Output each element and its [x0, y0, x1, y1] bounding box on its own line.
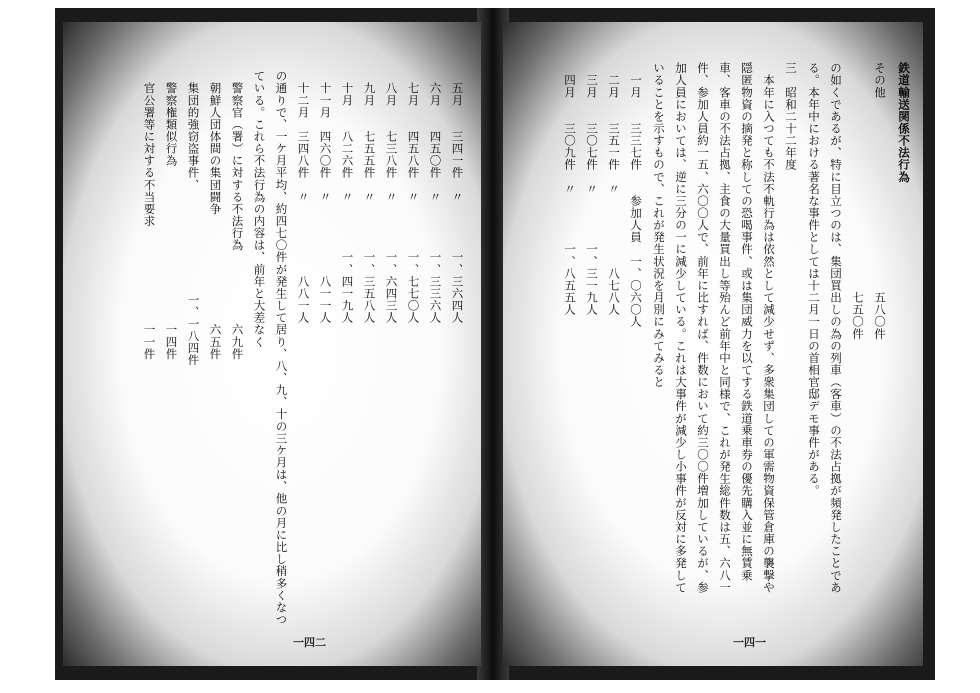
right-line-3: 七五〇件 [851, 62, 865, 340]
right-line-7: 本年に入つても不法不軌行為は依然として減少せず、多衆集団しての軍需物資保管倉庫の襲撃や [762, 62, 776, 594]
book-scan [55, 8, 935, 680]
left-line-14: 警察権類似行為 一四件 [164, 70, 179, 360]
left-page [63, 22, 481, 666]
left-line-6: 十月 八二六件 〃 一、四一九人 [340, 70, 355, 324]
left-line-5: 九月 七五五件 〃 一、三五八人 [362, 70, 377, 324]
left-line-3: 七月 四五八件 〃 一、七七〇人 [406, 70, 421, 324]
left-line-2: 六月 四五〇件 〃 一、三三六人 [428, 70, 443, 324]
left-line-7: 十一月 四六〇件 〃 八一一人 [318, 70, 333, 324]
left-line-1: 五月 三四一件 〃 一、三六四人 [450, 70, 465, 324]
left-line-15: 官公署等に対する不当要求 一一件 [142, 70, 157, 360]
right-page [503, 22, 923, 666]
left-line-11: 警察官（署）に対する不法行為 六九件 [230, 70, 245, 360]
right-line-11: 加人員においては、逆に三分の一に減少している。これは大事件が減少し小事件が反対に多発して [674, 62, 688, 594]
right-line-5: る。本年中における著名な事件としては十二月一日の首相官邸デモ事件がある。 [807, 62, 821, 497]
right-line-2: その他 五八〇件 [873, 62, 887, 340]
right-line-16: 四月 三〇九件 〃 一、八五五人 [563, 62, 577, 316]
right-line-8: 隠匿物資の摘発と称しての恐喝事件、或は集団威力を以てする鉄道乗車券の優先購入並に無賃乗 [740, 62, 754, 582]
right-line-4: の如くであるが、特に目立つのは、集団買出しの為の列車（客車）の不法占拠が頻発したことであ [829, 62, 843, 594]
left-line-8: 十二月 三四八件 〃 八八一人 [296, 70, 311, 324]
left-line-4: 八月 七三八件 〃 一、六四三人 [384, 70, 399, 324]
left-line-9: の通りで、一ケ月平均、約四七〇件が発生して居り、八、九、十の三ケ月は、他の月に比し稍多くなつ [274, 70, 289, 626]
right-page-number: 一四一 [733, 636, 766, 649]
right-line-12: いることを示すもので、これが発生状況を月別にみてみると [652, 62, 666, 389]
right-line-10: 件、参加人員約一五、六〇〇人で、前年に比すれば、件数において約三〇〇件増加しているが、参 [696, 62, 710, 594]
right-line-1: 鉄道輸送関係不法行為 [897, 62, 911, 183]
right-line-9: 車、客車の不法占拠、主食の大量買出し等殆んど前年中と同様で、これが発生総件数は五、六八一 [718, 62, 732, 594]
left-line-13: 集団的強窃盗事件、 一、一八四件 [186, 70, 201, 367]
right-line-6: 三 昭和二十二年度 [784, 62, 798, 171]
right-line-14: 二月 三五一件 〃 八七八人 [607, 62, 621, 316]
left-page-number: 一四二 [293, 636, 326, 649]
right-line-15: 三月 三〇七件 〃 一、三一九人 [585, 62, 599, 316]
left-line-10: ている。これら不法行為の内容は、前年と大差なく [252, 70, 267, 348]
right-line-13: 一月 三三七件 参加人員 一、〇六〇人 [629, 62, 643, 328]
left-line-12: 朝鮮人団体間の集団闘争 六五件 [208, 70, 223, 360]
